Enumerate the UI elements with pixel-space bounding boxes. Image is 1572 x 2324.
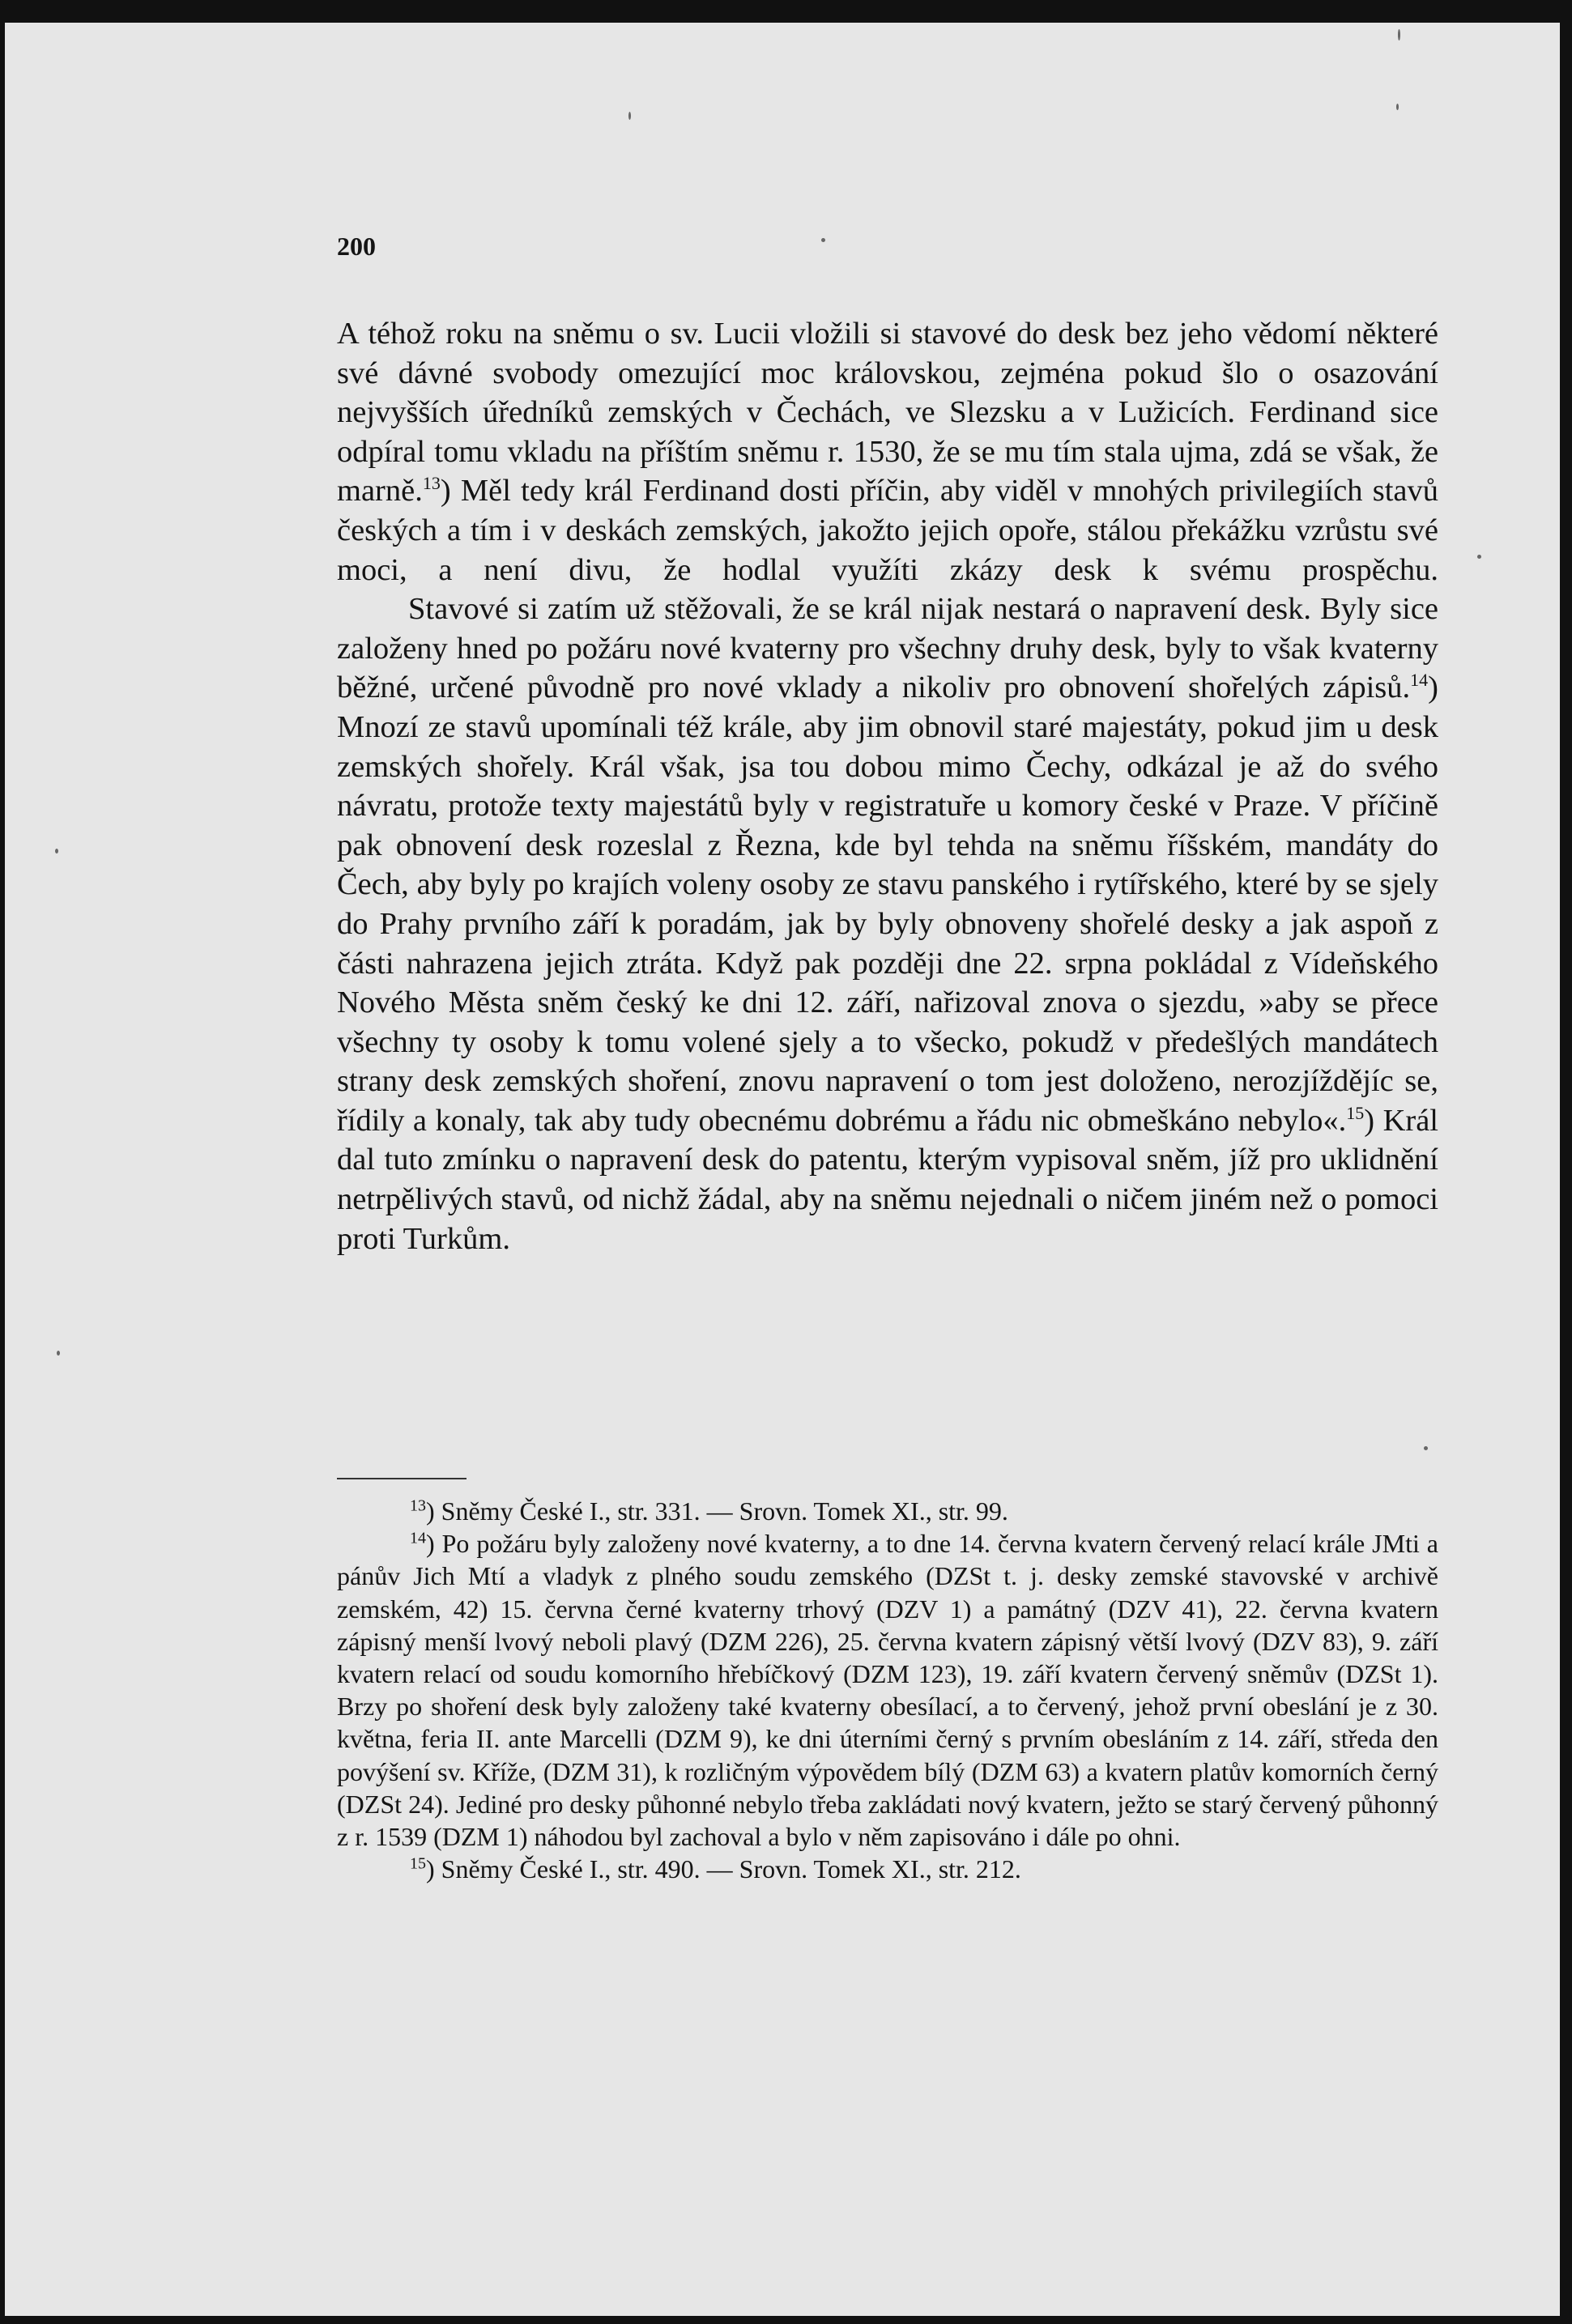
main-text	[337, 314, 1438, 1258]
footnote-13: $^{13}$) Sněmy České I., str. 331. — Srovn. Tomek XI., str. 99.	[410, 1496, 1008, 1526]
footnote-ref-14: 14	[1410, 670, 1429, 691]
footnotes	[337, 1495, 1438, 1885]
footnote-15: $^{15}$) Sněmy České I., str. 490. — Srovn. Tomek XI., str. 212.	[410, 1854, 1021, 1884]
book-page	[5, 23, 1560, 2316]
footnote-ref-13: 13	[422, 473, 441, 494]
footnote-14: $^{14}$) Po požáru byly založeny nové kvaterny, a to dne 14. června kvatern červený relací krále JMti a pánův Jich Mtí a vladyk z plného soudu zemského (DZSt t. j. desky zemské stavovské v archivě zemském, 42) 15. června černé kvaterny trhový (DZV 1) a památný (DZV 41), 22. června kvatern zápisný menší lvový neboli plavý (DZM 226), 25. června kvatern zápisný větší lvový (DZV 83), 9. září kvatern relací od soudu komorního hřebíčkový (DZM 123), 19. září kvatern červený sněmův (DZSt 1). Brzy po shoření desk byly založeny také kvaterny obesílací, a to červený, jehož první obeslání je z 30. května, feria II. ante Marcelli (DZM 9), ke dni úterními černý s prvním obesláním z 14. září, středa den povýšení sv. Kříže, (DZM 31), k rozličným výpovědem bílý (DZM 63) a kvatern platův komorních černý (DZSt 24). Jediné pro desky půhonné nebylo třeba zakládati nový kvatern, ježto se starý červený půhonný z r. 1539 (DZM 1) náhodou byl zachoval a bylo v něm zapisováno i dále po ohni.	[337, 1529, 1438, 1852]
footnote-ref-15: 15	[1346, 1103, 1365, 1124]
paragraph-2: Stavové si zatím už stěžovali, že se král nijak nestará o napravení desk. Byly sice založeny hned po požáru nové kvaterny pro všechny druhy desk, byly to však kvaterny běžné, určené původně pro nové vklady a nikoliv pro obnovení shořelých zápisů.$^{14}$) Mnozí ze stavů upomínali též krále, aby jim obnovil staré majestáty, pokud jim u desk zemských shořely. Král však, jsa tou dobou mimo Čechy, odkázal je až do svého návratu, protože texty majestátů byly v registratuře u komory české v Praze. V příčině pak obnovení desk rozeslal z Řezna, kde byl tehda na sněmu říšském, mandáty do Čech, aby byly po krajích voleny osoby ze stavu panského i rytířského, které by se sjely do Prahy prvního září k poradám, jak by byly obnoveny shořelé desky a jak aspoň z části nahrazena jejich ztráta. Když pak později dne 22. srpna pokládal z Vídeňského Nového Města sněm český ke dni 12. září, nařizoval znova o sjezdu, »aby se přece všechny ty osoby k tomu volené sjely a to všecko, pokudž v předešlých mandátech strany desk zemských shoření, znovu napravení o tom jest doloženo, nerozjíždějíc se, řídily a konaly, tak aby tudy obecnému dobrému a řádu nic obmeškáno nebylo«.$^{15}$) Král dal tuto zmínku o napravení desk do patentu, kterým vypisoval sněm, jíž pro uklidnění netrpělivých stavů, od nichž žádal, aby na sněmu nejednali o ničem jiném než o pomoci proti Turkům.	[337, 592, 1438, 1256]
paragraph-1: A téhož roku na sněmu o sv. Lucii vložili si stavové do desk bez jeho vědomí některé své dávné svobody omezující moc královskou, zejména pokud šlo o osazování nejvyšších úředníků zemských v Čechách, ve Slezsku a v Lužicích. Ferdinand sice odpíral tomu vkladu na příštím sněmu r. 1530, že se mu tím stala ujma, zdá se však, že marně.$^{13}$) Měl tedy král Ferdinand dosti příčin, aby viděl v mnohých privilegiích stavů českých a tím i v deskách zemských, jakožto jejich opoře, stálou překážku vzrůstu své moci, a není divu, že hodlal využíti zkázy desk k svému prospěchu.	[337, 317, 1438, 587]
footnote-divider	[337, 1478, 466, 1479]
page-number: 200	[337, 232, 376, 261]
